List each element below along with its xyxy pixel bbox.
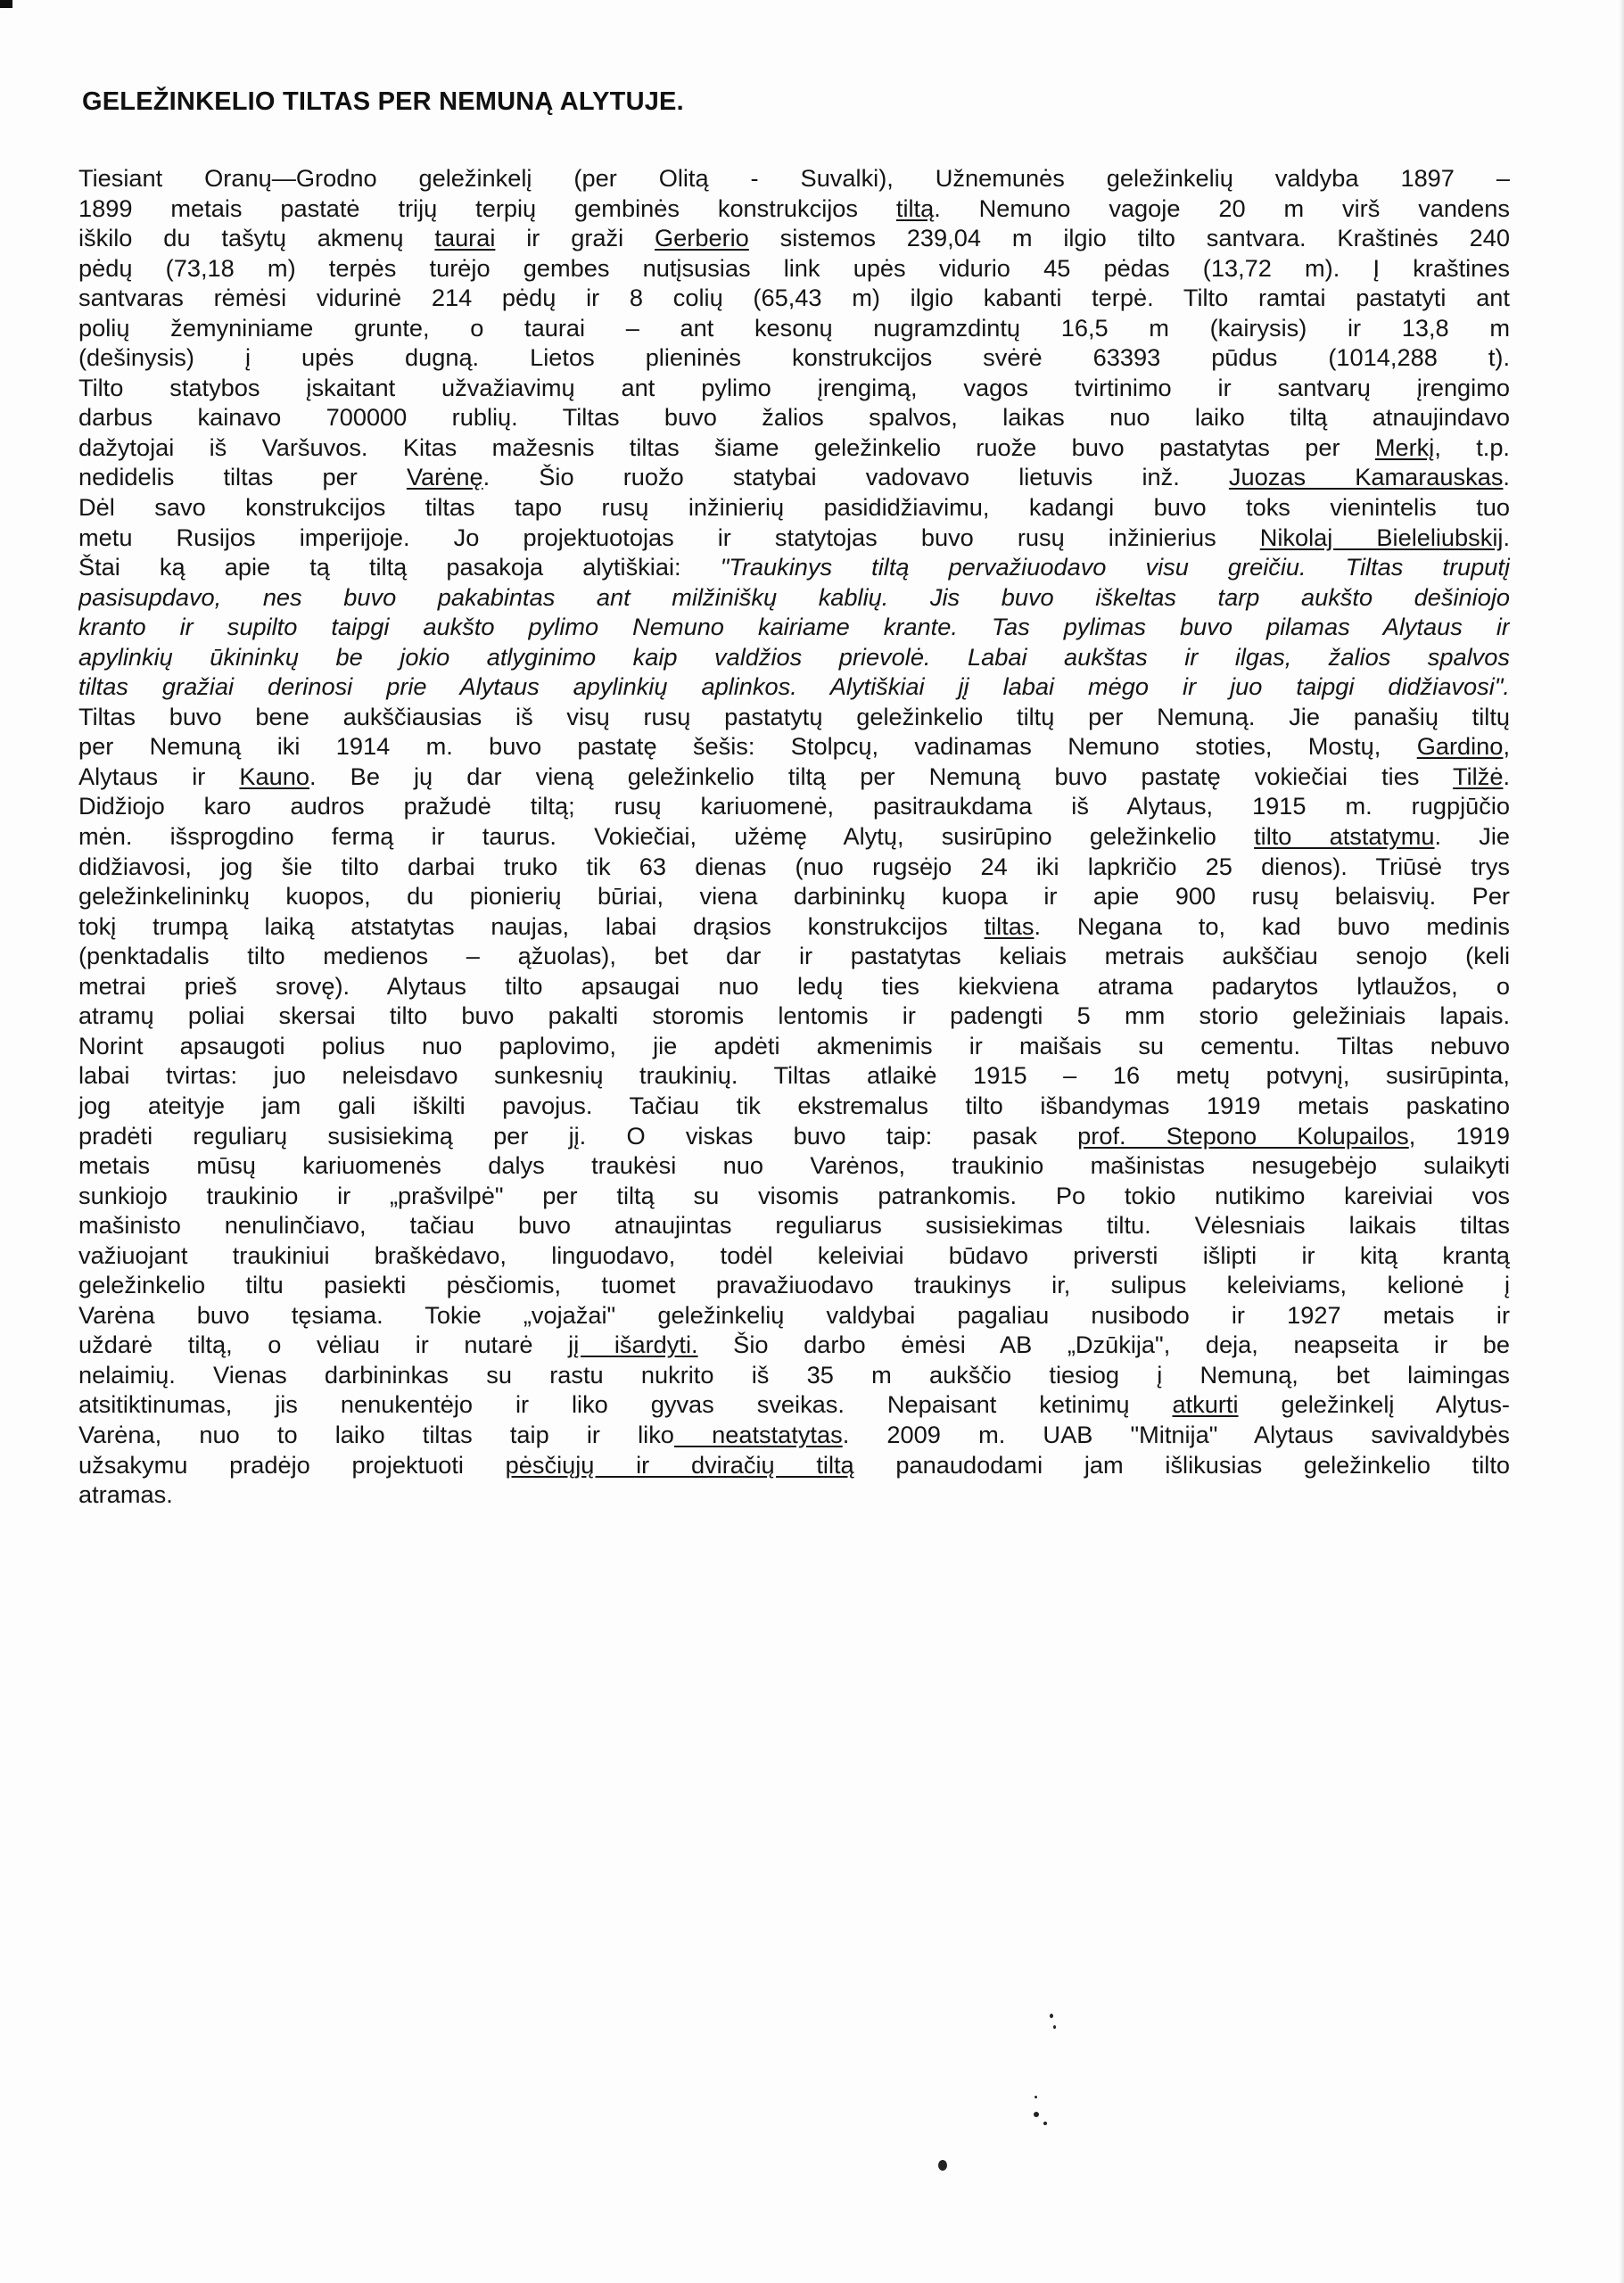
text-segment: geležinkelio tiltu pasiekti pėsčiomis, tuomet pravažiuodavo traukinys ir, sulipus keleiviams, kelionė į [78,1271,1510,1299]
underlined-link-text: Gerberio [655,224,749,252]
underlined-link-text: Kauno [239,762,310,790]
underlined-link-text: Gardino [1416,732,1504,761]
text-segment: Dėl savo konstrukcijos tiltas tapo rusų inžinierių pasididžiavimu, kadangi buvo toks vienintelis tuo [78,493,1510,522]
underlined-link-text: tilto atstatymu [1254,822,1435,851]
text-line [78,1181,1510,1211]
text-segment: ir graži [495,224,655,252]
underlined-link-text: Varėnę [406,463,483,491]
text-segment: metrai prieš srovę). Alytaus tilto apsaugai nuo ledų ties kiekviena atrama padarytos lytlaužos, o [78,971,1510,1000]
text-line [78,1330,1510,1360]
text-segment: . 2009 m. UAB "Mitnija" Alytaus savivaldybės [842,1420,1510,1448]
underlined-link-text: Nikolaj Bieleliubskij [1259,523,1504,551]
text-segment: Norint apsaugoti polius nuo paplovimo, jie apdėti akmenimis ir maišais su cementu. Tiltas nebuvo [78,1031,1510,1059]
text-line [78,194,1510,224]
text-line [78,1360,1510,1390]
text-line [78,552,1510,582]
scan-corner-mark [0,0,12,8]
text-line [78,1450,1510,1480]
underlined-link-text: prof. Stepono Kolupailos [1077,1121,1409,1150]
text-line [78,1389,1510,1420]
underlined-link-text: Merkį [1374,433,1435,461]
text-segment: sunkiojo traukinio ir „prašvilpė" per tiltą su visomis patrankomis. Po tokio nutikimo kareiviai vos [78,1181,1510,1209]
text-segment: tiltas gražiai derinosi prie Alytaus apylinkių aplinkos. Alytiškiai jį labai mėgo ir juo taipgi didžiavosi". [78,672,1510,701]
text-line [78,253,1510,284]
text-line [78,462,1510,492]
text-line [78,492,1510,523]
underlined-link-text: jį išardyti. [568,1331,698,1359]
text-line [78,1031,1510,1061]
text-segment: Tilto statybos įskaitant užvažiavimų ant pylimo įrengimą, vagos tvirtinimo ir santvarų įrengimo [78,373,1510,401]
scan-speck [1034,2112,1039,2117]
underlined-link-text: tiltas [984,911,1035,940]
text-line [78,1479,1510,1510]
text-segment: tokį trumpą laiką atstatytas naujas, labai drąsios konstrukcijos [78,911,985,940]
text-segment: apylinkių ūkininkų be jokio atlyginimo kaip valdžios prievolė. Labai aukštas ir ilgas, žalios spalvos [78,642,1510,671]
text-segment: uždarė tiltą, o vėliau ir nutarė [78,1331,569,1359]
text-segment: pėdų (73,18 m) terpės turėjo gembes nutįsusias link upės vidurio 45 pėdas (13,72 m). Į kraštines [78,253,1510,282]
text-segment: geležinkelininkų kuopos, du pionierių būriai, viena darbininkų kuopa ir apie 900 rusų belaisvių. Per [78,882,1510,911]
text-line [78,283,1510,313]
text-segment: , t.p. [1434,433,1510,461]
text-line [78,911,1510,942]
text-segment: geležinkelį Alytus- [1238,1390,1510,1419]
text-line [78,852,1510,882]
text-line [78,433,1510,463]
text-line [78,1121,1510,1151]
text-segment: . [1503,463,1510,491]
text-segment: pasisupdavo, nes buvo pakabintas ant milžiniškų kablių. Jis buvo iškeltas tarp aukšto dešiniojo [78,582,1510,611]
text-line [78,373,1510,403]
text-segment: , [1503,732,1510,761]
text-segment: dažytojai iš Varšuvos. Kitas mažesnis tiltas šiame geležinkelio ruože buvo pastatytas per [78,433,1375,461]
underlined-link-text: atkurti [1172,1390,1239,1419]
underlined-link-text: Tilžė [1453,762,1504,790]
text-segment: . Be jų dar vieną geležinkelio tiltą per Nemuną buvo pastatę vokiečiai ties [309,762,1454,790]
text-segment: važiuojant traukiniui braškėdavo, linguodavo, todėl keleiviai būdavo priversti išlipti ir kitą krantą [78,1240,1510,1269]
text-segment: užsakymu pradėjo projektuoti [78,1450,506,1479]
text-segment: didžiavosi, jog šie tilto darbai truko tik 63 dienas (nuo rugsėjo 24 iki lapkričio 25 dienos). Triūsė trys [78,852,1510,880]
text-segment: . Nemuno vagoje 20 m virš vandens [934,194,1510,222]
scan-speck [1035,2096,1037,2098]
text-segment: mėn. išsprogdino fermą ir taurus. Vokiečiai, užėmę Alytų, susirūpino geležinkelio [78,822,1255,851]
text-segment: . Šio ruožo statybai vadovavo lietuvis inž. [482,463,1229,491]
text-segment: Šio darbo ėmėsi AB „Dzūkija", deja, neapseita ir be [697,1331,1510,1359]
text-segment: atramų poliai skersai tilto buvo pakalti storomis lentomis ir padengti 5 mm storio geležiniais lapais. [78,1001,1510,1030]
text-segment: per Nemuną iki 1914 m. buvo pastatę šešis: Stolpcų, vadinamas Nemuno stoties, Mostų, [78,732,1417,761]
text-segment: Štai ką apie tą tiltą pasakoja alytiškiai: [78,553,721,581]
text-segment: (penktadalis tilto medienos – ąžuolas), bet dar ir pastatytas keliais metrais aukščiau senojo (keli [78,942,1510,970]
text-segment: panaudodami jam išlikusias geležinkelio tilto [853,1450,1510,1479]
text-segment: metais mūsų kariuomenės dalys traukėsi nuo Varėnos, traukinio mašinistas nesugebėjo sulaikyti [78,1151,1510,1180]
text-line [78,1270,1510,1300]
text-line [78,342,1510,373]
text-segment: . [1503,762,1510,790]
text-segment: darbus kainavo 700000 rublių. Tiltas buvo žalios spalvos, laikas nuo laiko tiltą atnaujindavo [78,403,1510,432]
text-segment: sistemos 239,04 m ilgio tilto santvara. Kraštinės 240 [748,224,1510,252]
text-segment: Tiltas buvo bene aukščiausias iš visų rusų pastatytų geležinkelio tiltų per Nemuną. Jie panašių tiltų [78,702,1510,730]
underlined-link-text: pėsčiųjų ir dviračių tiltą [505,1450,854,1479]
underlined-link-text: tiltą [895,194,935,222]
scan-speck [1050,2014,1053,2018]
text-line [78,1150,1510,1181]
text-segment: nelaimių. Vienas darbininkas su rastu nukrito iš 35 m aukščio tiesiog į Nemuną, bet laimingas [78,1360,1510,1389]
text-line [78,582,1510,613]
text-line [78,402,1510,433]
text-line [78,223,1510,253]
text-segment: santvaras rėmėsi vidurinė 214 pėdų ir 8 colių (65,43 m) ilgio kabanti terpė. Tilto ramtai pastatyti ant [78,284,1510,312]
scan-speck [1043,2122,1047,2125]
text-line [78,1001,1510,1031]
text-line [78,791,1510,821]
underlined-link-text: Juozas Kamarauskas [1228,463,1504,491]
text-segment: polių žemyniniame grunte, o taurai – ant kesonų nugramzdintų 16,5 m (kairysis) ir 13,8 m [78,313,1510,342]
text-segment: 1899 metais pastatė trijų terpių gembinės konstrukcijos [78,194,896,222]
text-segment: Varėna buvo tęsiama. Tokie „vojažai" geležinkelių valdybai pagaliau nusibodo ir 1927 metais ir [78,1300,1510,1329]
text-line [78,163,1510,194]
text-line [78,762,1510,792]
text-segment: nedidelis tiltas per [78,463,407,491]
document-body [78,163,1510,1510]
text-segment: jog ateityje jam gali iškilti pavojus. Tačiau tik ekstremalus tilto išbandymas 1919 metais paskatino [78,1091,1510,1119]
text-segment: kranto ir supilto taipgi aukšto pylimo Nemuno kairiame krante. Tas pylimas buvo pilamas Alytaus ir [78,613,1510,641]
text-line [78,523,1510,553]
text-segment: . Jie [1434,822,1510,851]
scan-edge-shadow [1619,0,1624,2283]
document-title: GELEŽINKELIO TILTAS PER NEMUNĄ ALYTUJE. [82,87,684,116]
text-line [78,672,1510,702]
text-line [78,1240,1510,1271]
text-line [78,881,1510,911]
text-segment: Didžiojo karo audros pražudė tiltą; rusų kariuomenė, pasitraukdama iš Alytaus, 1915 m. rugpjūčio [78,792,1510,820]
scan-speck [1053,2025,1056,2029]
text-segment: atramas. [78,1480,173,1509]
text-segment: Varėna, nuo to laiko tiltas taip ir liko [78,1420,674,1448]
text-line [78,642,1510,672]
text-line [78,821,1510,852]
text-segment: . [1503,523,1510,551]
text-segment: (dešinysis) į upės dugną. Lietos plieninės konstrukcijos svėrė 63393 pūdus (1014,288 t). [78,343,1510,372]
italic-quote-text: "Traukinys tiltą pervažiuodavo visu greičiu. Tiltas truputį [720,553,1510,581]
text-segment: labai tvirtas: juo neleisdavo sunkesnių traukinių. Tiltas atlaikė 1915 – 16 metų potvynį, susirūpinta, [78,1061,1510,1090]
text-line [78,1060,1510,1091]
text-line [78,971,1510,1001]
text-segment: iškilo du tašytų akmenų [78,224,435,252]
text-segment: , 1919 [1408,1121,1510,1150]
text-segment: . Negana to, kad buvo medinis [1034,911,1510,940]
scan-speck [938,2160,947,2171]
text-line [78,313,1510,343]
text-segment: Tiesiant Oranų—Grodno geležinkelį (per Olitą - Suvalki), Užnemunės geležinkelių valdyba 1897 – [78,164,1510,192]
text-line [78,1210,1510,1240]
text-line [78,941,1510,971]
underlined-link-text: taurai [434,224,496,252]
text-line [78,612,1510,642]
text-segment: metu Rusijos imperijoje. Jo projektuotojas ir statytojas buvo rusų inžinierius [78,523,1260,551]
text-segment: mašinisto nenulinčiavo, tačiau buvo atnaujintas reguliarus susisiekimas tiltu. Vėlesniais laikais tiltas [78,1211,1510,1240]
text-line [78,1300,1510,1331]
text-line [78,1420,1510,1450]
underlined-link-text: neatstatytas [673,1420,843,1448]
text-line [78,731,1510,762]
text-segment: atsitiktinumas, jis nenukentėjo ir liko gyvas sveikas. Nepaisant ketinimų [78,1390,1173,1419]
text-line [78,1091,1510,1121]
text-line [78,702,1510,732]
text-segment: Alytaus ir [78,762,240,790]
text-segment: pradėti reguliarų susisiekimą per jį. O viskas buvo taip: pasak [78,1121,1078,1150]
